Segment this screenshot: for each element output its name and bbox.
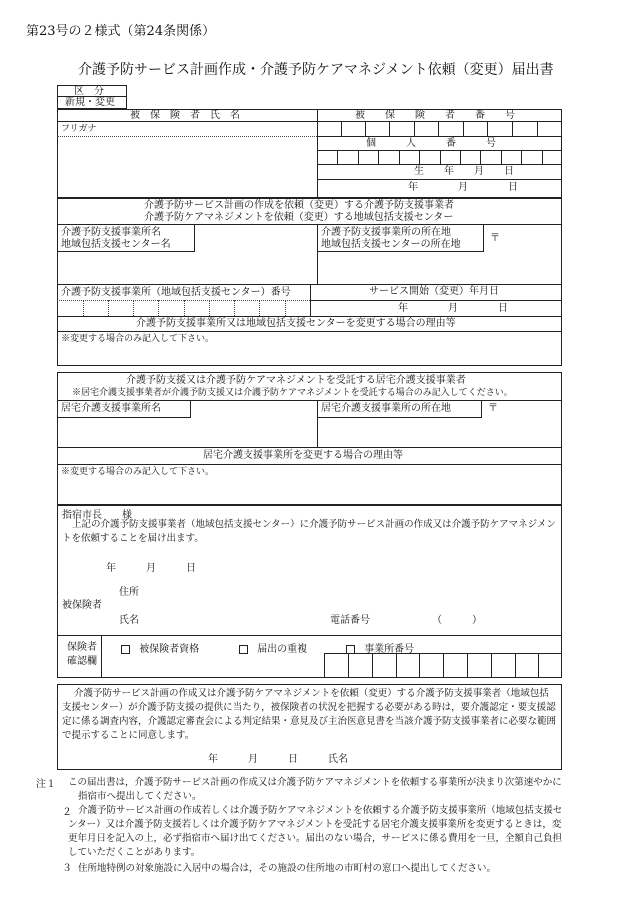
page-title: 介護予防サービス計画作成・介護予防ケアマネジメント依頼（変更）届出書 (78, 62, 554, 78)
checkbox-icon[interactable] (239, 645, 248, 654)
declaration-body: 上記の介護予防支援事業者（地域包括支援センター）に介護予防サービス計画の作成又は介護予防ケアマネジメントを依頼することを届け出ます。 (62, 519, 556, 544)
confirm-office-number-field[interactable] (325, 654, 561, 677)
phone-field[interactable]: （ ） (432, 615, 482, 626)
section2-reason-note: ※変更する場合のみ記入して下さい。 (61, 334, 215, 344)
declaration-date[interactable]: 年 月 日 (106, 563, 196, 574)
section2-header-line2: 介護予防ケアマネジメントを依頼（変更）する地域包括支援センター (144, 212, 454, 223)
office-address-label-2: 地域包括支援センターの所在地 (321, 239, 461, 250)
care-office-name-label: 居宅介護支援事業所名 (61, 403, 161, 414)
applicant-name-field[interactable] (146, 612, 326, 628)
note-1: この届出書は，介護予防サービス計画の作成又は介護予防ケアマネジメントを依頼する事業所が決まり次第速やかに指宿市へ提出してください。 (68, 777, 562, 802)
care-office-name-field[interactable] (60, 420, 314, 445)
checkbox-icon[interactable] (121, 645, 130, 654)
postal-mark: 〒 (490, 233, 500, 244)
insured-name-field[interactable] (62, 142, 312, 194)
section3-header-line1: 介護予防支援又は介護予防ケアマネジメントを受託する居宅介護支援事業者 (126, 375, 466, 386)
insured-number-header: 被 保 険 者 番 号 (355, 110, 515, 121)
office-name-field[interactable] (60, 254, 314, 282)
note-3-label: ３ (62, 863, 72, 874)
office-address-label-1: 介護予防支援事業所の所在地 (321, 227, 451, 238)
personal-number-field[interactable] (318, 151, 561, 163)
section2-reason-header: 介護予防支援事業所又は地域包括支援センターを変更する場合の理由等 (136, 318, 456, 329)
addressee: 指宿市長 様 (62, 510, 132, 521)
birth-header: 生 年 月 日 (414, 166, 514, 177)
birth-date-field[interactable]: 年 月 日 (408, 182, 518, 193)
consent-date-name[interactable]: 年 月 日 氏名 (208, 754, 348, 765)
office-name-label-2: 地域包括支援センター名 (61, 239, 171, 250)
name-label: 氏名 (119, 615, 139, 626)
address-field[interactable] (146, 584, 546, 600)
care-postal-mark: 〒 (488, 403, 498, 414)
confirm-label-2: 確認欄 (67, 656, 97, 667)
phone-label: 電話番号 (330, 615, 370, 626)
section2-header-line1: 介護予防サービス計画の作成を依頼（変更）する介護予防支援事業者 (144, 200, 454, 211)
office-address-field[interactable] (500, 228, 560, 282)
confirm-label-1: 保険者 (67, 642, 97, 653)
section3-reason-header: 居宅介護支援事業所を変更する場合の理由等 (203, 450, 403, 461)
form-number: 第23号の２様式（第24条関係） (26, 24, 216, 39)
office-number-label: 介護予防支援事業所（地域包括支援センター）番号 (61, 287, 291, 298)
kubun-value[interactable]: 新規・変更 (65, 97, 115, 108)
office-number-field[interactable] (58, 301, 309, 315)
insured-name-header: 被 保 険 者 氏 名 (130, 110, 240, 121)
insured-label: 被保険者 (62, 600, 102, 611)
consent-body: 介護予防サービス計画の作成又は介護予防ケアマネジメントを依頼（変更）する介護予防支援事業者（地域包括支援センター）が介護予防支援の提供に当たり，被保険者の状況を把握する必要がある時は，要介護認定・要支援認定に係る調査内容，介護認定審査会による判定結果・意見及び主治医意見書を当該介護予防支援事業者に必要な範囲で提示することに同意します。 (62, 688, 557, 741)
care-office-address-label: 居宅介護支援事業所の所在地 (321, 403, 451, 414)
section3-reason-field[interactable] (60, 482, 558, 502)
check-duplicate-label: 届出の重複 (257, 644, 308, 655)
personal-number-header: 個 人 番 号 (366, 138, 496, 149)
note-2-label: ２ (62, 807, 72, 818)
check-duplicate[interactable] (239, 640, 307, 655)
note-2: 介護予防サービス計画の作成若しくは介護予防ケアマネジメントを依頼する介護予防支援事業所（地域包括支援センター）又は介護予防支援若しくは介護予防ケアマネジメントを受託する居宅介護支援事業所を変更するときは，変更年月日を記入の上，必ず指宿市へ届け出てください。届出のない場合，サービスに係る費用を一旦，全額自己負担していただくことがあります。 (68, 805, 563, 858)
care-office-address-field[interactable] (498, 402, 560, 445)
address-label: 住所 (119, 587, 139, 598)
service-start-date[interactable]: 年 月 日 (398, 303, 508, 314)
service-start-label: サービス開始（変更）年月日 (369, 286, 499, 297)
furigana-label: フリガナ (61, 124, 97, 134)
office-name-label-1: 介護予防支援事業所名 (61, 227, 161, 238)
notes-label: 注１ (36, 779, 56, 790)
section3-reason-note: ※変更する場合のみ記入して下さい。 (61, 467, 215, 477)
check-insured-qualification-label: 被保険者資格 (139, 644, 200, 655)
check-insured-qualification[interactable] (121, 640, 199, 655)
insured-number-field[interactable] (318, 122, 561, 135)
check-office-number-label: 事業所番号 (364, 644, 415, 655)
section2-reason-field[interactable] (60, 348, 558, 364)
kubun-label: 区 分 (74, 86, 104, 97)
section3-header-line2: ※居宅介護支援事業者が介護予防支援又は介護予防ケアマネジメントを受託する場合のみ記入してください。 (72, 388, 513, 398)
note-3: 住所地特例の対象施設に入居中の場合は，その施設の住所地の市町村の窓口へ提出してください。 (78, 863, 497, 874)
